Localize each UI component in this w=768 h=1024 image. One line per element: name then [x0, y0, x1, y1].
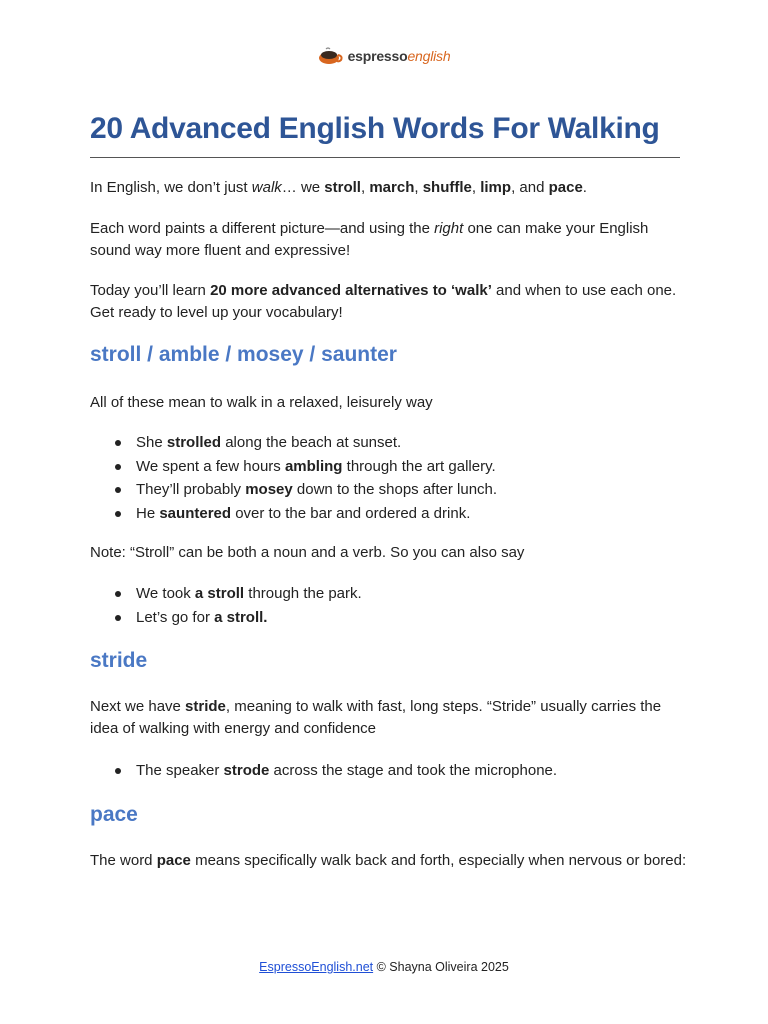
- page-title: 20 Advanced English Words For Walking: [90, 112, 660, 145]
- note-paragraph: Note: “Stroll” can be both a noun and a verb. So you can also say: [90, 544, 525, 561]
- footer-site-link[interactable]: EspressoEnglish.net: [259, 960, 374, 974]
- example-list-stroll-noun: [90, 582, 690, 629]
- list-item: He sauntered over to the bar and ordered a drink.: [90, 502, 690, 526]
- list-item: Let’s go for a stroll.: [90, 606, 690, 630]
- espresso-english-logo: [0, 46, 768, 66]
- section-heading-stroll: stroll / amble / mosey / saunter: [90, 343, 397, 366]
- section-description-stride: Next we have stride, meaning to walk with fast, long steps. “Stride” usually carries the idea of walking with energy and confidence: [90, 698, 662, 737]
- list-item: We took a stroll through the park.: [90, 582, 690, 606]
- intro-paragraph-2: Each word paints a different picture—and using the right one can make your English sound way more fluent and expressive!: [90, 220, 649, 259]
- intro-paragraph-1: In English, we don’t just walk… we stroll, march, shuffle, limp, and pace.: [90, 179, 587, 196]
- footer-copyright: © Shayna Oliveira 2025: [373, 960, 509, 974]
- list-item: They’ll probably mosey down to the shops after lunch.: [90, 478, 690, 502]
- logo-wordmark: espressoenglish: [347, 48, 451, 64]
- example-list-stroll: [90, 431, 690, 525]
- title-divider: [90, 157, 680, 158]
- page-footer: [0, 960, 768, 974]
- section-heading-stride: stride: [90, 649, 148, 672]
- section-description-stroll: All of these mean to walk in a relaxed, leisurely way: [90, 394, 433, 411]
- section-description-pace: The word pace means specifically walk back and forth, especially when nervous or bored:: [90, 852, 687, 869]
- example-list-stride: [90, 759, 690, 783]
- list-item: The speaker strode across the stage and took the microphone.: [90, 759, 690, 783]
- list-item: She strolled along the beach at sunset.: [90, 431, 690, 455]
- section-heading-pace: pace: [90, 803, 138, 826]
- intro-paragraph-3: Today you’ll learn 20 more advanced alternatives to ‘walk’ and when to use each one. Get ready to level up your vocabulary!: [90, 282, 677, 321]
- list-item: We spent a few hours ambling through the art gallery.: [90, 455, 690, 479]
- coffee-cup-icon: [318, 46, 344, 66]
